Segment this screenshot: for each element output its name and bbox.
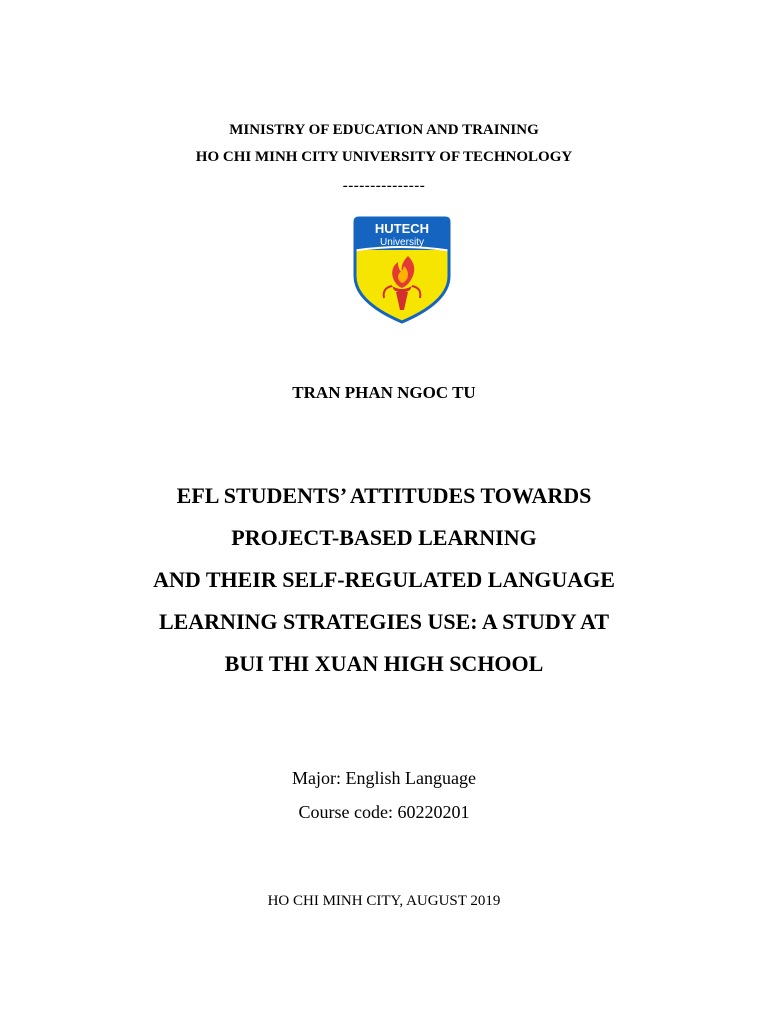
title-line: AND THEIR SELF-REGULATED LANGUAGE — [153, 567, 615, 592]
logo-subtitle: University — [380, 237, 424, 248]
course-code-label: Course code: 60220201 — [298, 802, 470, 822]
ministry-heading: MINISTRY OF EDUCATION AND TRAINING — [229, 122, 539, 138]
place-date: HO CHI MINH CITY, AUGUST 2019 — [267, 893, 501, 909]
author-name: TRAN PHAN NGOC TU — [292, 383, 476, 402]
title-line: PROJECT-BASED LEARNING — [231, 525, 537, 550]
title-line: BUI THI XUAN HIGH SCHOOL — [224, 651, 544, 676]
major-label: Major: English Language — [292, 768, 476, 788]
title-line: LEARNING STRATEGIES USE: A STUDY AT — [158, 609, 610, 634]
title-line: EFL STUDENTS’ ATTITUDES TOWARDS — [176, 483, 592, 508]
hutech-logo — [352, 216, 452, 326]
university-heading: HO CHI MINH CITY UNIVERSITY OF TECHNOLOGY — [195, 149, 573, 165]
heading-divider: --------------- — [342, 178, 426, 194]
logo-name: HUTECH — [374, 221, 430, 236]
